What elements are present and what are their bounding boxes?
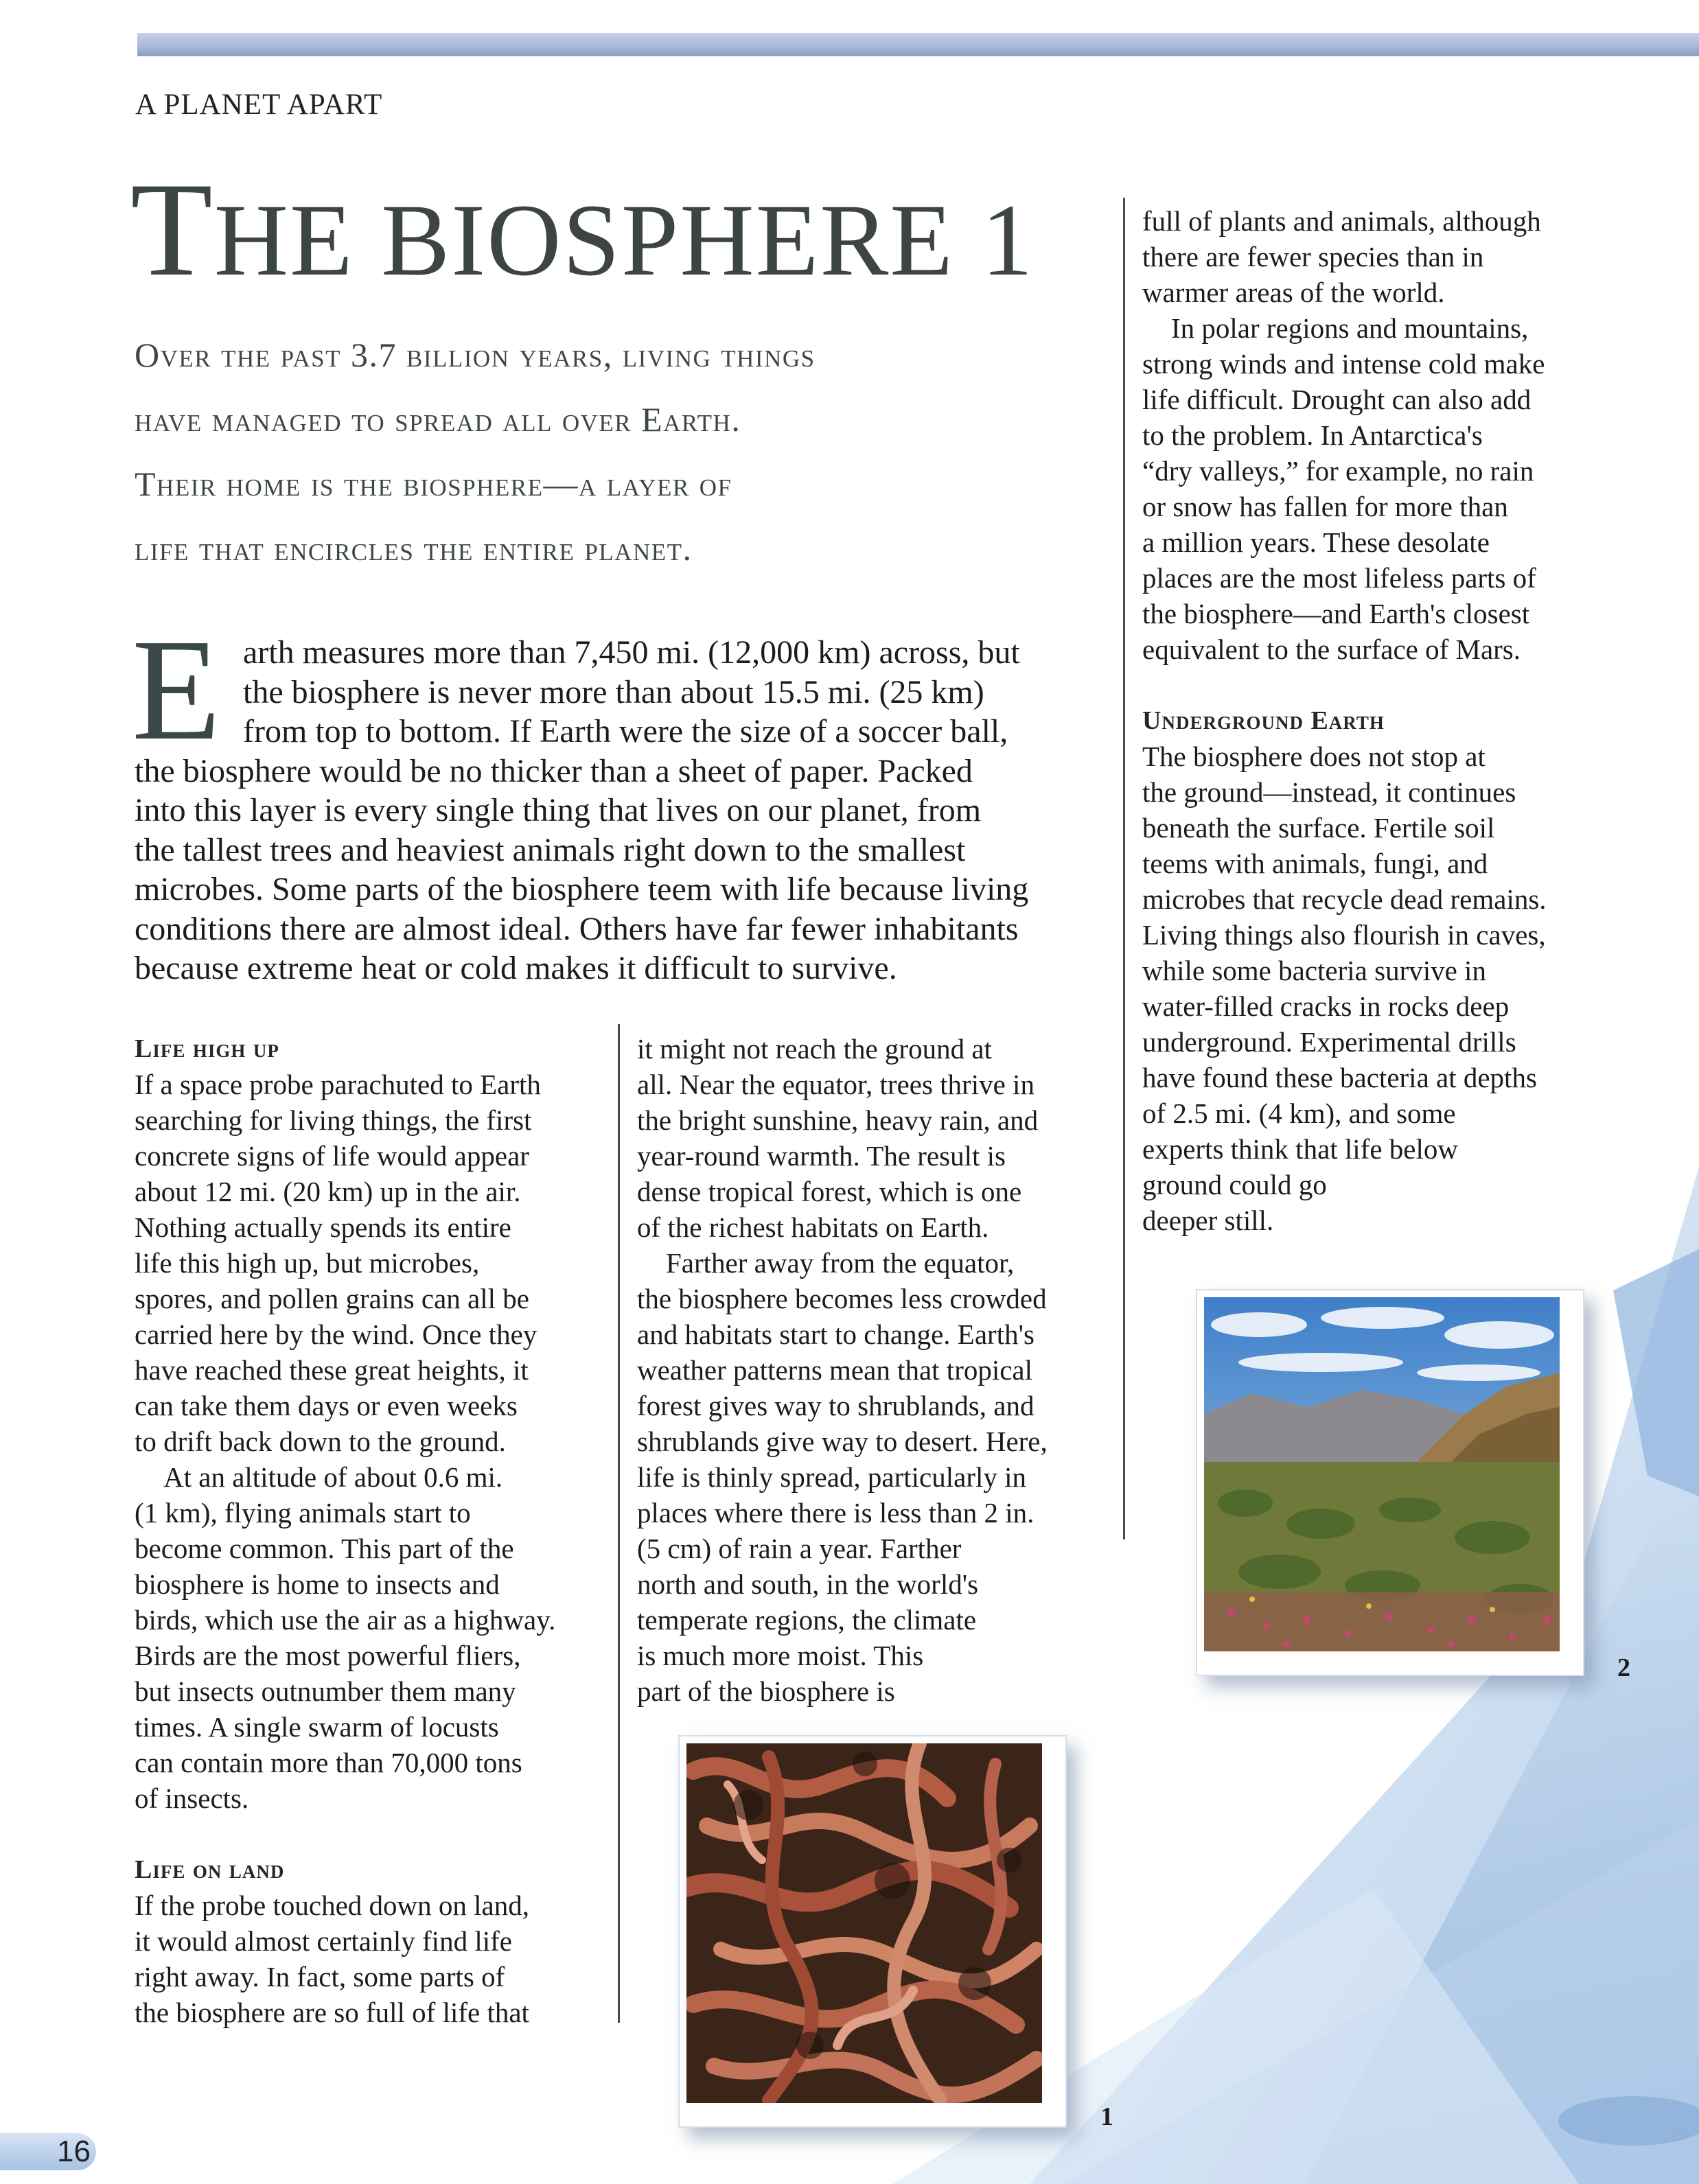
page-number: 16 (0, 2133, 96, 2170)
column-1 (135, 1031, 608, 2030)
column-2 (637, 1031, 1104, 1709)
figure-1-number: 1 (1100, 2102, 1113, 2131)
intro-line: life that encircles the entire planet. (135, 529, 693, 568)
body-line: spores, and pollen grains can all be (135, 1283, 529, 1314)
body-line: forest gives way to shrublands, and (637, 1390, 1035, 1421)
body-line: have reached these great heights, it (135, 1354, 529, 1386)
heading-life-high-up: Life high up (135, 1034, 279, 1063)
intro-line: Their home is the biosphere—a layer of (135, 465, 732, 503)
body-line: year-round warmth. The result is (637, 1140, 1006, 1172)
body-line: (5 cm) of rain a year. Farther (637, 1533, 962, 1564)
header-bar (137, 33, 1699, 56)
body-line: right away. In fact, some parts of (135, 1961, 505, 1993)
heading-underground-earth: Underground Earth (1142, 706, 1385, 735)
body-line: the biosphere—and Earth's closest (1142, 598, 1530, 629)
body-line: and habitats start to change. Earth's (637, 1318, 1035, 1350)
spacer (1142, 667, 1609, 703)
body-line: If a space probe parachuted to Earth (135, 1069, 541, 1100)
body-line: weather patterns mean that tropical (637, 1354, 1033, 1386)
body-line: it might not reach the ground at (637, 1033, 992, 1065)
lead-paragraph (135, 633, 1109, 988)
body-line: The biosphere does not stop at (1142, 741, 1486, 772)
body-line: become common. This part of the (135, 1533, 514, 1564)
body-line: the biosphere becomes less crowded (637, 1283, 1047, 1314)
body-line: of the richest habitats on Earth. (637, 1211, 989, 1243)
lead-line: microbes. Some parts of the biosphere teem with life because living (135, 871, 1029, 907)
body-line: searching for living things, the first (135, 1104, 532, 1136)
body-line: or snow has fallen for more than (1142, 491, 1508, 522)
earthworms-photo (678, 1735, 1067, 2128)
body-line: times. A single swarm of locusts (135, 1711, 499, 1743)
body-line: temperate regions, the climate (637, 1604, 977, 1636)
desert-landscape-image (1204, 1297, 1560, 1651)
body-line: At an altitude of about 0.6 mi. (163, 1461, 503, 1493)
body-line: places where there is less than 2 in. (637, 1497, 1035, 1529)
body-line: places are the most lifeless parts of (1142, 562, 1536, 594)
page-title (130, 155, 1035, 304)
body-line: part of the biosphere is (637, 1675, 895, 1707)
column-3 (1142, 203, 1609, 1238)
lead-line: the biosphere would be no thicker than a sheet of paper. Packed (135, 752, 973, 789)
heading-life-on-land: Life on land (135, 1855, 285, 1884)
lead-line: the biosphere is never more than about 15.5 mi. (25 km) (243, 673, 984, 710)
body-line: life difficult. Drought can also add (1142, 384, 1532, 415)
body-line: life is thinly spread, particularly in (637, 1461, 1027, 1493)
lead-line: conditions there are almost ideal. Others have far fewer inhabitants (135, 910, 1019, 947)
lead-line: into this layer is every single thing that lives on our planet, from (135, 792, 982, 828)
body-line: north and south, in the world's (637, 1568, 979, 1600)
earthworms-image (686, 1743, 1042, 2103)
drop-cap: E (132, 609, 221, 770)
lead-line: the tallest trees and heaviest animals right down to the smallest (135, 831, 966, 868)
body-line: but insects outnumber them many (135, 1675, 516, 1707)
spacer (135, 1816, 608, 1852)
body-line: the biosphere are so full of life that (135, 1997, 529, 2028)
body-line: to drift back down to the ground. (135, 1426, 506, 1457)
body-line: biosphere is home to insects and (135, 1568, 500, 1600)
body-line: (1 km), flying animals start to (135, 1497, 471, 1529)
intro-line: have managed to spread all over Earth. (135, 400, 741, 439)
body-line: it would almost certainly find life (135, 1925, 512, 1957)
body-line: ground could go (1142, 1169, 1327, 1200)
body-line: birds, which use the air as a highway. (135, 1604, 556, 1636)
title-first-letter: T (130, 155, 214, 304)
body-line: a million years. These desolate (1142, 526, 1490, 558)
body-line: the bright sunshine, heavy rain, and (637, 1104, 1039, 1136)
body-line: microbes that recycle dead remains. (1142, 883, 1547, 915)
body-line: to the problem. In Antarctica's (1142, 419, 1483, 451)
desert-landscape-photo (1196, 1289, 1584, 1676)
body-line: of insects. (135, 1782, 249, 1814)
lead-line: from top to bottom. If Earth were the size of a soccer ball, (243, 713, 1008, 750)
body-line: carried here by the wind. Once they (135, 1318, 538, 1350)
body-line: deeper still. (1142, 1205, 1274, 1236)
body-line: there are fewer species than in (1142, 241, 1484, 272)
intro-line: Over the past 3.7 billion years, living things (135, 336, 816, 374)
body-line: life this high up, but microbes, (135, 1247, 480, 1279)
body-line: water-filled cracks in rocks deep (1142, 990, 1510, 1022)
body-line: about 12 mi. (20 km) up in the air. (135, 1176, 521, 1207)
section-label: A PLANET APART (135, 89, 383, 121)
body-line: the ground—instead, it continues (1142, 776, 1516, 808)
body-line: In polar regions and mountains, (1171, 312, 1529, 344)
body-line: concrete signs of life would appear (135, 1140, 529, 1172)
body-line: Birds are the most powerful fliers, (135, 1640, 521, 1671)
body-line: strong winds and intense cold make (1142, 348, 1545, 380)
body-line: shrublands give way to desert. Here, (637, 1426, 1048, 1457)
body-line: have found these bacteria at depths (1142, 1062, 1537, 1093)
body-line: “dry valleys,” for example, no rain (1142, 455, 1534, 487)
body-line: Living things also flourish in caves, (1142, 919, 1546, 951)
intro-paragraph (135, 323, 1109, 581)
body-line: warmer areas of the world. (1142, 277, 1445, 308)
body-line: equivalent to the surface of Mars. (1142, 634, 1521, 665)
lead-line: because extreme heat or cold makes it difficult to survive. (135, 950, 897, 986)
body-line: Farther away from the equator, (666, 1247, 1015, 1279)
body-line: of 2.5 mi. (4 km), and some (1142, 1097, 1456, 1129)
body-line: while some bacteria survive in (1142, 955, 1486, 986)
body-line: underground. Experimental drills (1142, 1026, 1516, 1058)
figure-2-number: 2 (1617, 1653, 1630, 1682)
body-line: teems with animals, fungi, and (1142, 848, 1488, 879)
body-line: is much more moist. This (637, 1640, 924, 1671)
body-line: beneath the surface. Fertile soil (1142, 812, 1495, 844)
body-line: all. Near the equator, trees thrive in (637, 1069, 1035, 1100)
column-rule (618, 1024, 620, 2023)
title-rest: HE BIOSPHERE 1 (213, 183, 1035, 297)
body-line: experts think that life below (1142, 1133, 1458, 1165)
column-rule (1123, 198, 1125, 1540)
body-line: Nothing actually spends its entire (135, 1211, 511, 1243)
body-line: If the probe touched down on land, (135, 1890, 529, 1921)
lead-line: arth measures more than 7,450 mi. (12,000 km) across, but (243, 634, 1020, 671)
body-line: can contain more than 70,000 tons (135, 1747, 522, 1778)
body-line: dense tropical forest, which is one (637, 1176, 1022, 1207)
body-line: full of plants and animals, although (1142, 205, 1541, 237)
body-line: can take them days or even weeks (135, 1390, 518, 1421)
